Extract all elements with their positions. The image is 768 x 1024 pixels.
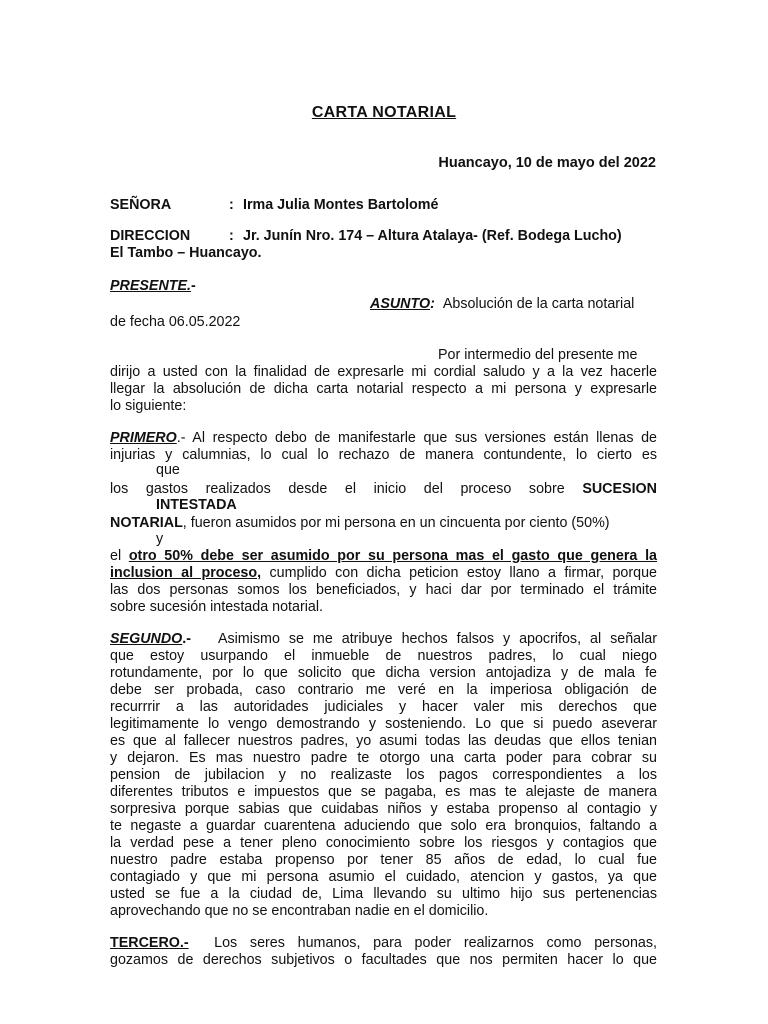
primero-emphasis-1: otro 50% debe ser asumido por su persona mas el gasto que genera la [128,548,657,564]
presente-heading [110,278,196,295]
segundo-line-13: la verdad pese a tener pleno conocimiento sobre los riesgos y contagios que [110,835,657,851]
primero-label: PRIMERO [110,430,177,446]
recipient-name: Irma Julia Montes Bartolomé [243,197,439,213]
document-date: Huancayo, 10 de mayo del 2022 [438,155,656,171]
document-title: CARTA NOTARIAL [311,104,457,121]
recipient-label: SEÑORA [110,197,172,213]
asunto-text-continued: de fecha 06.05.2022 [110,314,241,330]
primero-text-6: , fueron asumidos por mi persona en un cincuenta por ciento (50%) [182,515,610,531]
segundo-label: SEGUNDO [110,631,183,647]
tercero-line-2: gozamos de derechos subjetivos o facultades que nos permiten hacer lo que [110,952,657,968]
primero-line-11: sobre sucesión intestada notarial. [110,599,323,615]
segundo-line-9: pension de jubilacion y no realizaste los pagos correspondientes a los [110,767,657,783]
primero-text-8a: el [110,548,122,564]
segundo-line-8: y dejaron. Es mas nuestro padre te otorgo una carta poder para cobrar su [110,750,657,766]
primero-line-3: que [156,462,180,478]
segundo-line-5: recurrrir a las autoridades judiciales y hacer valer mis derechos que [110,699,657,715]
address-line-1: Jr. Junín Nro. 174 – Altura Atalaya- (Ref. Bodega Lucho) [243,228,622,244]
segundo-line-16: usted se fue a la ciudad de, Lima llevando su ultimo hijo sus pertenencias [110,886,657,902]
asunto-line [370,296,634,313]
primero-text-1: .- Al respecto debo de manifestarle que sus versiones están llenas de [176,430,657,446]
segundo-line-6: legitimamente lo vengo demostrando y sosteniendo. Lo que si puedo aseverar [110,716,657,732]
primero-line-4 [110,481,657,498]
primero-line-9 [110,565,657,582]
intestada-term: INTESTADA [156,497,237,513]
segundo-line-4: debe ser probada, caso contrario me veré en la imperiosa obligación de [110,682,657,698]
segundo-line-17: aprovechando que no se encontraban nadie en el domicilio. [110,903,489,919]
segundo-line-11: sorpresiva porque sabias que cuidabas niños y estaba propenso al contagio y [110,801,657,817]
asunto-text: Absolución de la carta notarial [442,296,635,312]
segundo-line-3: rotundamente, por lo que solicito que dicha version antojadiza y de mala fe [110,665,657,681]
primero-line-6 [110,515,657,532]
segundo-text-1: Asimismo se me atribuye hechos falsos y apocrifos, al señalar [217,631,657,647]
segundo-line-1 [110,631,657,648]
address-label: DIRECCION [110,228,191,244]
segundo-line-2: que estoy usurpando el inmueble de nuestros padres, lo cual niego [110,648,657,664]
primero-text-9: cumplido con dicha peticion estoy llano a firmar, porque [261,565,657,581]
asunto-label: ASUNTO [370,296,431,312]
primero-line-10: las dos personas somos los beneficiados, y haci dar por terminado el trámite [110,582,657,598]
notarial-term: NOTARIAL [110,515,183,531]
segundo-line-12: te negaste a guardar cuarentena aduciendo que solo era bronquios, faltando a [110,818,657,834]
primero-line-1 [110,430,657,447]
primero-line-2: injurias y calumnias, lo cual lo rechazo de manera contundente, lo cierto es [110,447,657,463]
address-separator: : [229,228,234,244]
primero-line-7: y [156,531,164,547]
recipient-separator: : [229,197,234,213]
tercero-text-1: Los seres humanos, para poder realizarnos como personas, [214,935,657,951]
intro-line-4: lo siguiente: [110,398,187,414]
asunto-colon: : [430,296,435,312]
primero-line-8 [110,548,657,565]
segundo-line-7: es que al fallecer nuestros padres, yo asumi todas las deudas que ellos tenian [110,733,657,749]
segundo-line-10: diferentes tributos e impuestos que se pagaba, es mas te alejaste de manera [110,784,657,800]
segundo-dash: .- [182,631,192,647]
intro-line-2: dirijo a usted con la finalidad de expresarle mi cordial saludo y a la vez hacerle [110,364,657,380]
primero-text-4: los gastos realizados desde el inicio del proceso sobre [110,481,565,497]
sucesion-term: SUCESION [582,481,657,497]
address-line-2: El Tambo – Huancayo. [110,245,262,261]
presente-label: PRESENTE. [110,278,192,294]
tercero-label: TERCERO.- [110,935,189,951]
primero-emphasis-2: inclusion al proceso, [110,565,262,581]
tercero-line-1 [110,935,657,952]
segundo-line-14: nuestro padre estaba propenso por tener 85 años de edad, lo cual fue [110,852,657,868]
presente-suffix: - [191,278,196,294]
segundo-line-15: contagiado y que mi persona asumio el cuidado, atencion y gastos, ya que [110,869,657,885]
intro-line-1: Por intermedio del presente me [438,347,638,363]
intro-line-3: llegar la absolución de dicha carta notarial respecto a mi persona y expresarle [110,381,657,397]
